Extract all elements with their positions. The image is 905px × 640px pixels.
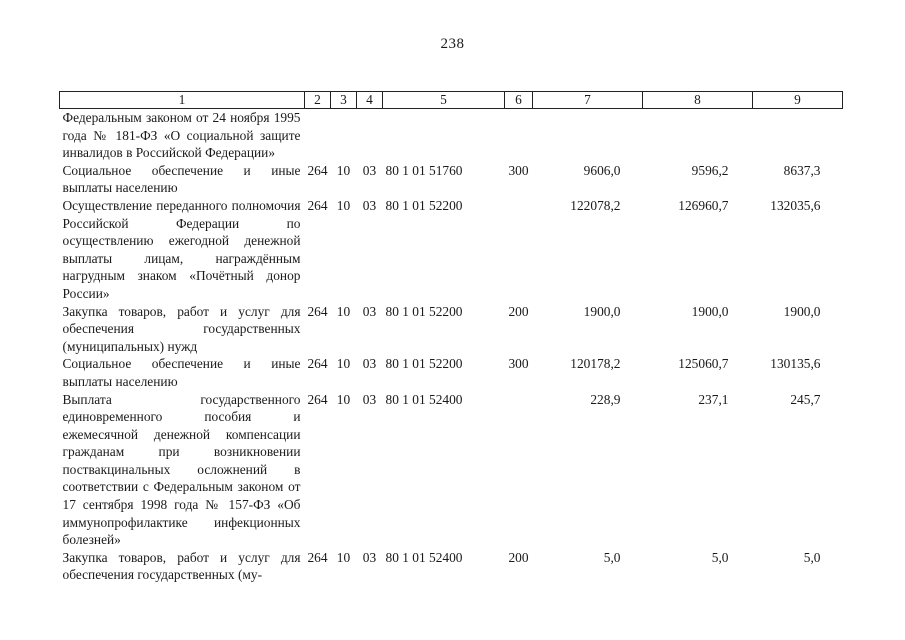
cell-ministry: 264: [307, 549, 328, 565]
cell-target-code: 80 1 01 52200: [385, 197, 463, 213]
column-header-2: 2: [305, 92, 331, 109]
cell-subsection: [357, 109, 383, 162]
table-row: [60, 549, 843, 584]
cell-subsection: 03: [362, 391, 377, 407]
cell-amount-2: [643, 109, 753, 162]
page-number: 238: [440, 36, 465, 52]
cell-subsection: 03: [362, 549, 377, 565]
cell-ministry: 264: [307, 162, 328, 178]
cell-target-code: 80 1 01 52400: [385, 391, 463, 407]
cell-target-code: 80 1 01 51760: [385, 162, 463, 178]
cell-expense-type: [505, 391, 533, 549]
cell-subsection: 03: [362, 303, 377, 319]
cell-expense-type: [505, 109, 533, 162]
cell-section: 10: [336, 549, 351, 565]
cell-ministry: 264: [307, 391, 328, 407]
cell-ministry: [305, 109, 331, 162]
column-header-1: 1: [60, 92, 305, 109]
cell-section: 10: [336, 356, 351, 372]
cell-target-code: 80 1 01 52200: [385, 303, 463, 319]
cell-amount-1: [533, 109, 643, 162]
column-header-9: 9: [753, 92, 843, 109]
cell-subsection: 03: [362, 197, 377, 213]
row-name: Закупка товаров, работ и услуг для обеспечения государственных (му-: [62, 549, 301, 583]
cell-amount-3: 130135,6: [770, 356, 821, 372]
column-header-7: 7: [533, 92, 643, 109]
cell-expense-type: 200: [508, 549, 529, 565]
cell-amount-1: 122078,2: [570, 197, 621, 213]
table-row: [60, 303, 843, 356]
cell-subsection: 03: [362, 162, 377, 178]
column-header-6: 6: [505, 92, 533, 109]
column-header-8: 8: [643, 92, 753, 109]
cell-target-code: [383, 109, 505, 162]
cell-section: 10: [336, 197, 351, 213]
row-name: Закупка товаров, работ и услуг для обеспечения государственных (муниципальных) нужд: [62, 303, 301, 354]
row-name: Осуществление переданного полномочия Российской Федерации по осуществлению ежегодной денежной выплаты лицам, награждённым нагрудным знаком «Почётный донор России»: [62, 197, 301, 301]
cell-subsection: 03: [362, 356, 377, 372]
row-name: Социальное обеспечение и иные выплаты населению: [62, 162, 301, 196]
cell-expense-type: 200: [508, 303, 529, 319]
cell-amount-1: 5,0: [603, 549, 621, 565]
cell-target-code: 80 1 01 52200: [385, 356, 463, 372]
column-number-row: [60, 92, 843, 109]
cell-amount-2: 9596,2: [691, 162, 729, 178]
row-name: Выплата государственного единовременного пособия и ежемесячной денежной компенсации гражданам при возникновении поствакцинальных осложнений в соответствии с Федеральным законом от 17 сентября 1998 года № 157-ФЗ «Об иммунопрофилактике инфекционных болезней»: [62, 391, 301, 548]
cell-amount-1: 9606,0: [583, 162, 621, 178]
cell-amount-3: 5,0: [803, 549, 821, 565]
cell-amount-2: 5,0: [711, 549, 729, 565]
cell-amount-2: 237,1: [698, 391, 729, 407]
row-name: Федеральным законом от 24 ноября 1995 года № 181-ФЗ «О социальной защите инвалидов в Российской Федерации»: [62, 110, 301, 161]
column-header-3: 3: [331, 92, 357, 109]
cell-amount-3: [753, 109, 843, 162]
cell-section: [331, 109, 357, 162]
row-name: Социальное обеспечение и иные выплаты населению: [62, 356, 301, 389]
cell-section: 10: [336, 303, 351, 319]
column-header-5: 5: [383, 92, 505, 109]
cell-amount-1: 228,9: [590, 391, 621, 407]
table-row: [60, 109, 843, 162]
column-header-4: 4: [357, 92, 383, 109]
cell-amount-1: 120178,2: [570, 356, 621, 372]
cell-target-code: 80 1 01 52400: [385, 549, 463, 565]
cell-amount-3: 132035,6: [770, 197, 821, 213]
cell-section: 10: [336, 391, 351, 407]
cell-expense-type: [505, 197, 533, 303]
budget-table: [59, 91, 843, 584]
cell-expense-type: 300: [508, 356, 529, 372]
cell-amount-1: 1900,0: [583, 303, 621, 319]
cell-amount-2: 126960,7: [678, 197, 729, 213]
cell-ministry: 264: [307, 197, 328, 213]
table-row: [60, 197, 843, 303]
table-row: [60, 391, 843, 549]
cell-amount-3: 8637,3: [783, 162, 821, 178]
table-row: [60, 162, 843, 197]
cell-section: 10: [336, 162, 351, 178]
cell-amount-3: 245,7: [790, 391, 821, 407]
table-row: [60, 355, 843, 390]
cell-ministry: 264: [307, 356, 328, 372]
cell-amount-3: 1900,0: [783, 303, 821, 319]
cell-ministry: 264: [307, 303, 328, 319]
cell-amount-2: 1900,0: [691, 303, 729, 319]
cell-amount-2: 125060,7: [678, 356, 729, 372]
cell-expense-type: 300: [508, 162, 529, 178]
